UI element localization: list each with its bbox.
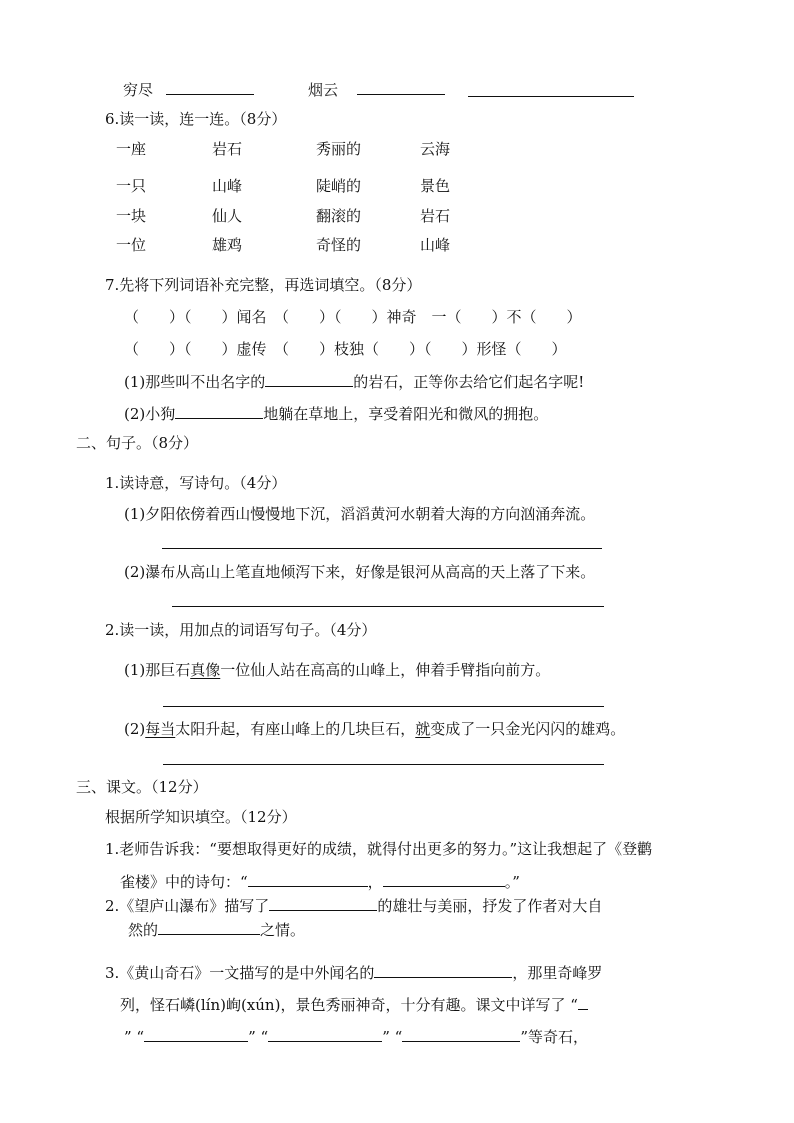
q7-s1-before: (1)那些叫不出名字的 [124, 373, 266, 391]
s3-q1-prefix: 雀楼》中的诗句：“ [120, 873, 248, 891]
s3-q1-line-2 [120, 872, 520, 891]
s3-q1-line-1: 1.老师告诉我：“要想取得更好的成绩，就得付出更多的努力。”这让我想起了《登鹳 [105, 840, 653, 858]
s3-q1-blank-2[interactable] [383, 872, 505, 887]
s3-q2-line-2 [128, 920, 305, 939]
s3-q3-end: ”等奇石， [520, 1028, 588, 1046]
s3-q2-line2-post: 之情。 [260, 921, 306, 939]
q6-title: 6.读一读，连一连。（8分） [105, 110, 287, 128]
s3-q3-quote-2: ” “ [248, 1028, 269, 1046]
s3-q2-line2-pre: 然的 [128, 921, 159, 939]
q6-cell: 一只 [116, 177, 147, 195]
q7-s2-blank[interactable] [175, 404, 263, 419]
s3-q1-comma: ， [367, 873, 383, 891]
q5-blank-3[interactable] [468, 96, 634, 97]
s3-q3-blank-2a[interactable] [578, 995, 588, 1010]
s3-q3-post: ，那里奇峰罗 [512, 964, 603, 982]
s3-q1-blank-1[interactable] [248, 872, 368, 887]
s3-q3-blank-1[interactable] [374, 963, 512, 978]
s3-q2-pre: 2.《望庐山瀑布》描写了 [105, 897, 270, 915]
q7-idiom-line-2[interactable]: （ ）（ ）虚传 （ ）枝独（ ）（ ）形怪（ ） [124, 340, 567, 358]
s3-q2-post: 的雄壮与美丽，抒发了作者对大自 [377, 897, 603, 915]
s2-q2-s2-pre: (2) [124, 720, 146, 738]
s3-intro: 根据所学知识填空。（12分） [105, 808, 297, 826]
q7-s1-after: 的岩石，正等你去给它们起名字呢! [353, 373, 585, 391]
s2-q2-s1-post: 一位仙人站在高高的山峰上，伸着手臂指向前方。 [220, 661, 551, 679]
q6-cell: 一块 [116, 207, 147, 225]
q7-s2-before: (2)小狗 [124, 405, 176, 423]
section-2-title: 二、句子。（8分） [76, 434, 199, 452]
s3-q3-line-1 [105, 963, 602, 982]
s2-q2-s2-emphasis-2: 就 [415, 720, 431, 738]
q5-row [123, 80, 254, 99]
s2-q2-s1-emphasis: 真像 [190, 661, 221, 679]
s3-q3-quote-3: ” “ [382, 1028, 403, 1046]
s2-q2-sentence-1 [124, 661, 550, 679]
q6-cell: 岩石 [420, 207, 451, 225]
q6-cell: 陡峭的 [316, 177, 362, 195]
q6-cell: 翻滚的 [316, 207, 362, 225]
section-3-title: 三、课文。（12分） [76, 778, 208, 796]
s2-q1-answer-line-1[interactable] [162, 548, 602, 549]
s3-q3-blank-4[interactable] [268, 1027, 382, 1042]
s3-q3-quote-1: ” “ [124, 1028, 145, 1046]
s2-q2-s2-mid: 太阳升起，有座山峰上的几块巨石， [175, 720, 416, 738]
q6-cell: 一位 [116, 236, 147, 254]
q6-cell: 景色 [420, 177, 451, 195]
q7-s2-after: 地躺在草地上，享受着阳光和微风的拥抱。 [263, 405, 549, 423]
q6-cell: 奇怪的 [316, 236, 362, 254]
s3-q3-blank-3[interactable] [144, 1027, 248, 1042]
q7-idiom-line-1[interactable]: （ ）（ ）闻名 （ ）（ ）神奇 一（ ）不（ ） [124, 308, 582, 326]
q6-cell: 山峰 [212, 177, 243, 195]
s3-q3-line2-text: 列，怪石嶙(lín)峋(xún)，景色秀丽神奇，十分有趣。课文中详写了 “ [120, 996, 578, 1014]
s3-q3-pre: 3.《黄山奇石》一文描写的是中外闻名的 [105, 964, 375, 982]
s2-q2-s2-post: 变成了一只金光闪闪的雄鸡。 [430, 720, 626, 738]
s2-q1-answer-line-2[interactable] [172, 606, 604, 607]
q7-title: 7.先将下列词语补充完整，再选词填空。（8分） [105, 276, 422, 294]
s3-q2-blank-2[interactable] [158, 920, 260, 935]
s3-q2-line-1 [105, 896, 602, 915]
s3-q2-blank-1[interactable] [269, 896, 377, 911]
q6-cell: 秀丽的 [316, 140, 362, 158]
q7-sentence-2 [124, 404, 548, 423]
s2-q2-answer-line-2[interactable] [163, 764, 604, 765]
s3-q3-line-3 [124, 1027, 588, 1046]
s2-q2-title: 2.读一读，用加点的词语写句子。（4分） [105, 621, 377, 639]
s2-q1-title: 1.读诗意，写诗句。（4分） [105, 474, 287, 492]
s2-q1-sentence-1: (1)夕阳依傍着西山慢慢地下沉，滔滔黄河水朝着大海的方向汹涌奔流。 [124, 505, 596, 523]
q6-cell: 仙人 [212, 207, 243, 225]
s2-q2-sentence-2 [124, 720, 625, 738]
s3-q3-line-2 [120, 995, 588, 1014]
q5-blank-2[interactable] [357, 80, 445, 95]
q7-sentence-1 [124, 372, 584, 391]
q6-cell: 山峰 [420, 236, 451, 254]
s2-q2-s2-emphasis-1: 每当 [145, 720, 176, 738]
q5-row-mid [308, 80, 445, 99]
q5-blank-1[interactable] [166, 80, 254, 95]
q6-cell: 一座 [116, 140, 147, 158]
s3-q1-end: 。” [504, 873, 520, 891]
q5-word-left: 穷尽 [123, 81, 154, 99]
q6-cell: 雄鸡 [212, 236, 243, 254]
q6-cell: 云海 [420, 140, 451, 158]
q7-s1-blank[interactable] [265, 372, 353, 387]
s2-q1-sentence-2: (2)瀑布从高山上笔直地倾泻下来，好像是银河从高高的天上落了下来。 [124, 563, 596, 581]
s3-q3-blank-5[interactable] [402, 1027, 520, 1042]
s2-q2-s1-pre: (1)那巨石 [124, 661, 191, 679]
q5-word-mid: 烟云 [308, 81, 339, 99]
s2-q2-answer-line-1[interactable] [163, 706, 604, 707]
q6-cell: 岩石 [212, 140, 243, 158]
